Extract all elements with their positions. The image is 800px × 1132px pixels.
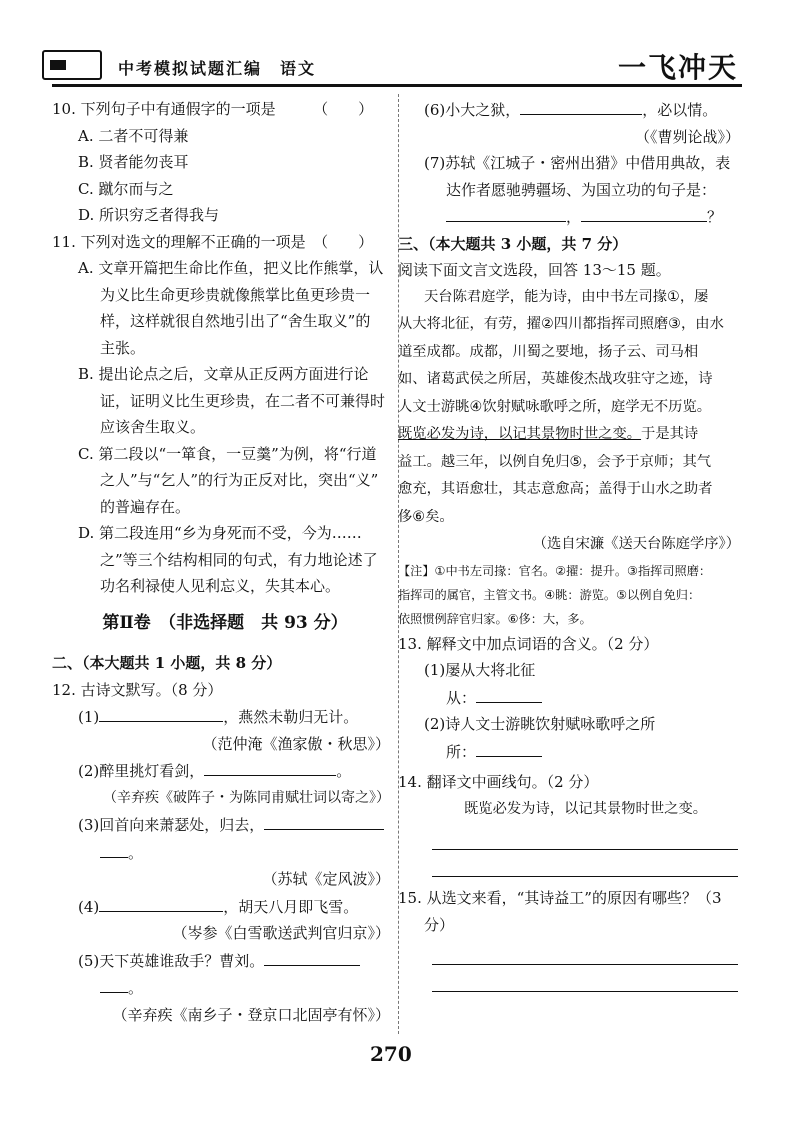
q11-d-line: D. 第二段连用“乡为身死而不受，今为…… [78,524,362,542]
section-title-juan-2: 第Ⅱ卷 （非选择题 共 93 分） [102,612,348,633]
passage-line: 益工。越三年，以例自免归⑤，会予于京师；其气 [398,453,712,470]
q11-a-line: 为义比生命更珍贵就像熊掌比鱼更珍贵一 [100,285,371,304]
q10-option-d: D. 所识穷乏者得我与 [78,206,220,224]
q15-answer-line[interactable] [432,965,738,992]
q11-d-line: 之”等三个结构相同的句式，有力地论述了 [100,550,378,569]
answer-blank[interactable] [520,96,642,115]
q10-option-a: A. 二者不可得兼 [78,126,189,145]
question-11: 11. 下列对选文的理解不正确的一项是 （ ） [52,232,374,251]
q11-option-b [52,361,398,441]
q14-quote: 既览必发为诗，以记其景物时世之变。 [464,800,708,817]
q11-a-line: 主张。 [100,338,146,357]
q12-5-text: (5)天下英雄谁敌手？曹刘。 [78,951,265,970]
q12-1-label: (1) [78,708,100,726]
question-13: 13. 解释文中加点词语的含义。（2 分） [398,634,659,653]
answer-blank[interactable] [476,738,542,757]
q12-item-4 [52,893,398,921]
section-3-intro: 阅读下面文言文选段，回答 13～15 题。 [398,261,671,279]
answer-blank[interactable] [204,757,336,776]
q12-4-source: （岑参《白雪歌送武判官归京》） [172,924,390,942]
q11-option-d [52,520,398,600]
q12-1-text: ，燕然未勒归无计。 [223,708,359,726]
q12-3-source: （苏轼《定风波》） [262,870,390,888]
q12-6-text: (6)小大之狱， [424,101,521,119]
q13-item-2: (2)诗人文士游眺饮射赋咏歌呼之所 [424,715,656,733]
answer-blank[interactable] [99,703,223,722]
header-rule [52,84,742,87]
question-12: 12. 古诗文默写。（8 分） [52,680,223,699]
series-logo [42,50,102,80]
series-title: 中考模拟试题汇编 语文 [118,59,317,78]
q12-item-6 [398,96,748,124]
q11-option-a [52,255,398,361]
brand-logo-text: 一飞冲天 [617,51,738,84]
q11-c-line: 的普遍存在。 [100,497,191,516]
q12-4-text: ，胡天八月即飞雪。 [223,897,359,916]
q12-item-3-cont [52,839,398,867]
q10-option-b: B. 贤者能勿丧耳 [78,153,189,171]
q12-6-source: （《曹刿论战》） [634,127,740,146]
q12-item-7-line2: 达作者愿驰骋疆场、为国立功的句子是： [446,180,717,199]
passage-line: 道至成都。成都，川蜀之要地，扬子云、司马相 [398,343,699,360]
q12-2-end: 。 [336,762,352,780]
q13-1-label: 从： [446,688,477,707]
answer-blank[interactable] [264,811,384,830]
q11-c-line: 之人”与“乞人”的行为正反对比，突出“义” [100,471,379,489]
q14-answer-line[interactable] [432,823,738,850]
answer-blank[interactable] [446,203,566,222]
passage-line: 愈充，其语愈壮，其志意愈高；盖得于山水之助者 [398,481,713,497]
q12-4-label: (4) [78,897,100,916]
q13-item-1: (1)屡从大将北征 [424,661,536,679]
q12-item-1 [52,703,398,731]
answer-blank[interactable] [264,947,360,966]
underlined-sentence: 既览必发为诗，以记其景物时世之变。 [398,426,642,442]
q12-item-7-line1: (7)苏轼《江城子・密州出猎》中借用典故，表 [424,154,731,172]
q11-b-line: 应该舍生取义。 [100,418,206,436]
q12-5-end: 。 [128,979,144,997]
answer-blank[interactable] [100,839,128,858]
q12-2-source: （辛弃疾《破阵子・为陈同甫赋壮词以寄之》） [103,789,390,806]
q10-option-c: C. 蹴尔而与之 [78,179,174,198]
passage-line [398,421,748,449]
q12-item-7-blanks [398,203,748,231]
answer-blank[interactable] [476,684,542,703]
q12-6-end: ，必以情。 [642,101,718,119]
passage-line: 侈⑥矣。 [398,508,454,525]
q12-7-mid: ， [566,208,582,226]
passage-text: 于是其诗 [641,426,699,442]
q12-3-text: (3)回首向来萧瑟处，归去， [78,816,265,834]
q12-5-source: （辛弃疾《南乡子・登京口北固亭有怀》） [112,1005,390,1024]
classical-passage [398,284,748,559]
q11-b-line: B. 提出论点之后，文章从正反两方面进行论 [78,365,369,383]
question-14: 14. 翻译文中画线句。（2 分） [398,773,599,791]
q12-1-source: （范仲淹《渔家傲・秋思》） [202,734,390,753]
passage-line: 如、诸葛武侯之所居，英雄俊杰战攻驻守之迹，诗 [398,371,713,387]
q15-answer-line[interactable] [432,938,738,965]
section-2-heading: 二、（本大题共 1 小题，共 8 分） [52,654,282,672]
q11-b-line: 证，证明义比生更珍贵，在二者不可兼得时 [100,391,386,410]
q12-3-end: 。 [128,843,144,862]
question-15-cont: 分） [424,915,455,934]
answer-blank[interactable] [100,974,128,993]
q12-item-5 [52,947,398,975]
q11-a-line: A. 文章开篇把生命比作鱼，把义比作熊掌，认 [78,259,384,277]
question-15: 15. 从选文来看，“其诗益工”的原因有哪些？（3 [398,889,722,907]
note-line: 依照惯例辞官归家。⑥侈：大，多。 [398,611,592,626]
passage-notes [398,559,748,631]
note-line: 【注】①中书左司掾：官名。②擢：提升。③指挥司照磨： [398,563,712,578]
q13-item-2-answer [398,738,748,766]
passage-line: 从大将北征，有劳，擢②四川都指挥司照磨③，由水 [398,316,724,332]
section-3-heading: 三、（本大题共 3 小题，共 7 分） [398,234,628,253]
q12-2-text: (2)醉里挑灯看剑， [78,762,205,780]
left-column [52,96,398,1028]
page-number: 270 [370,1042,412,1066]
q11-a-line: 样，这样就很自然地引出了“舍生取义”的 [100,312,371,330]
question-10: 10. 下列句子中有通假字的一项是 （ ） [52,100,374,118]
q11-option-c [52,441,398,521]
answer-blank[interactable] [99,893,223,912]
q12-item-3 [52,811,398,839]
q12-item-2 [52,757,398,785]
q13-2-label: 所： [446,742,477,761]
q11-d-line: 功名利禄使人见利忘义，失其本心。 [100,577,341,595]
q14-answer-line[interactable] [432,850,738,877]
passage-line: 天台陈君庭学，能为诗，由中书左司掾①，屡 [424,288,709,305]
q12-7-end: ？ [707,208,723,226]
q10-options [52,123,398,229]
passage-source: （选自宋濂《送天台陈庭学序》） [532,536,740,552]
right-column [398,96,748,992]
answer-blank[interactable] [581,203,707,222]
q13-item-1-answer [398,684,748,712]
q12-item-5-cont [52,974,398,1002]
note-line: 指挥司的属官，主管文书。④眺：游览。⑤以例自免归： [398,587,701,602]
passage-line: 人文士游眺④饮射赋咏歌呼之所，庭学无不历览。 [398,398,712,415]
q11-c-line: C. 第二段以“一箪食，一豆羹”为例，将“行道 [78,444,377,463]
